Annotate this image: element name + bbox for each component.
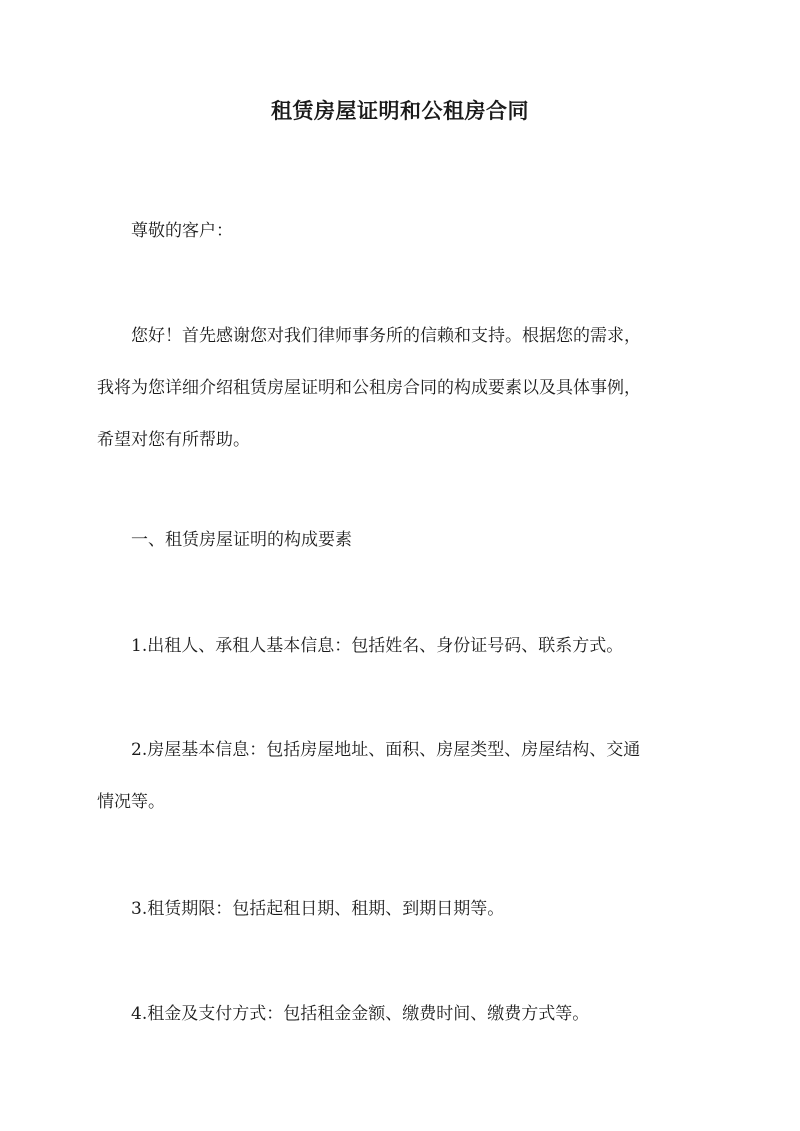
list-item-line: 4.租金及支付方式：包括租金金额、缴费时间、缴费方式等。 [131, 1004, 590, 1024]
salutation-text: 尊敬的客户： [131, 221, 233, 241]
list-item [97, 883, 703, 935]
list-item-line: 3.租赁期限：包括起租日期、租期、到期日期等。 [131, 899, 505, 919]
intro-line: 希望对您有所帮助。 [97, 430, 250, 450]
list-item [97, 988, 703, 1040]
list-item [97, 620, 703, 672]
list-item-line: 情况等。 [97, 792, 165, 812]
intro-line: 您好！首先感谢您对我们律师事务所的信赖和支持。根据您的需求， [131, 326, 641, 346]
section-heading [97, 514, 703, 566]
list-item-line: 2.房屋基本信息：包括房屋地址、面积、房屋类型、房屋结构、交通 [131, 740, 641, 760]
intro-paragraph [97, 310, 703, 466]
list-item-line: 1.出租人、承租人基本信息：包括姓名、身份证号码、联系方式。 [131, 636, 624, 656]
document-title: 租赁房屋证明和公租房合同 [271, 98, 529, 123]
salutation [97, 205, 703, 257]
section-heading-text: 一、租赁房屋证明的构成要素 [131, 530, 352, 550]
list-item [97, 724, 703, 828]
intro-line: 我将为您详细介绍租赁房屋证明和公租房合同的构成要素以及具体事例， [97, 378, 641, 398]
